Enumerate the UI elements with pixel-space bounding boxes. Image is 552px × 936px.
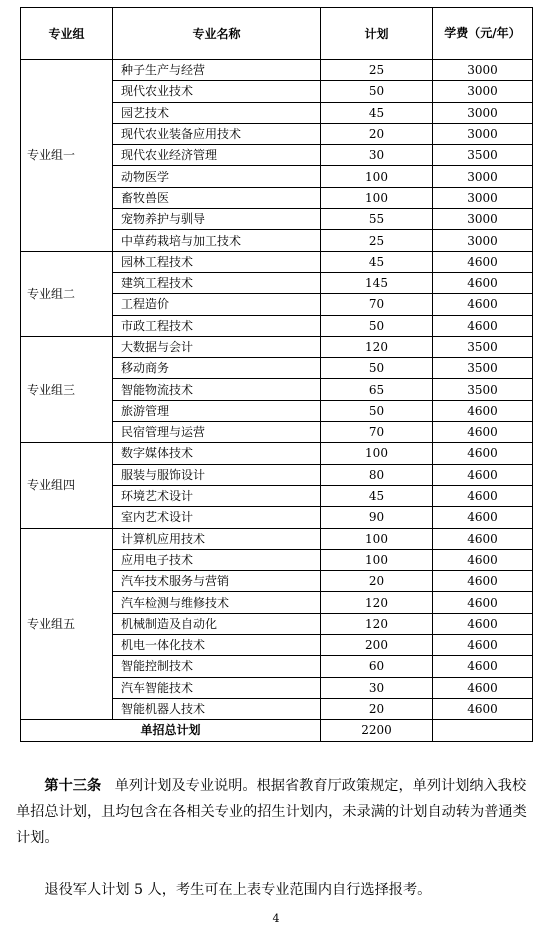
article-number: 第十三条 (44, 778, 102, 794)
tuition-cell: 3500 (433, 336, 533, 357)
table-body (21, 60, 533, 742)
major-name-cell: 室内艺术设计 (113, 507, 321, 528)
major-name-cell: 园林工程技术 (113, 251, 321, 272)
tuition-cell: 3500 (433, 379, 533, 400)
plan-cell: 50 (321, 315, 433, 336)
plan-cell: 60 (321, 656, 433, 677)
tuition-cell: 4600 (433, 272, 533, 293)
total-plan-cell: 2200 (321, 720, 433, 741)
table-row (21, 251, 533, 272)
header-plan: 计划 (321, 8, 433, 60)
group-label-cell: 专业组二 (21, 251, 113, 336)
major-name-cell: 智能物流技术 (113, 379, 321, 400)
plan-cell: 100 (321, 528, 433, 549)
plan-cell: 70 (321, 422, 433, 443)
plan-cell: 45 (321, 251, 433, 272)
table-row (21, 60, 533, 81)
major-name-cell: 机械制造及自动化 (113, 613, 321, 634)
plan-cell: 30 (321, 145, 433, 166)
plan-cell: 100 (321, 166, 433, 187)
major-name-cell: 宠物养护与驯导 (113, 209, 321, 230)
major-name-cell: 市政工程技术 (113, 315, 321, 336)
article-paragraph (16, 773, 540, 851)
plan-cell: 25 (321, 230, 433, 251)
tuition-cell: 4600 (433, 315, 533, 336)
plan-cell: 80 (321, 464, 433, 485)
tuition-cell: 4600 (433, 549, 533, 570)
major-name-cell: 智能机器人技术 (113, 698, 321, 719)
tuition-cell: 4600 (433, 571, 533, 592)
article-spacer (101, 778, 115, 794)
plan-cell: 90 (321, 507, 433, 528)
major-name-cell: 工程造价 (113, 294, 321, 315)
major-name-cell: 汽车智能技术 (113, 677, 321, 698)
major-name-cell: 中草药栽培与加工技术 (113, 230, 321, 251)
tuition-cell: 4600 (433, 635, 533, 656)
major-name-cell: 动物医学 (113, 166, 321, 187)
tuition-cell: 3000 (433, 123, 533, 144)
header-group: 专业组 (21, 8, 113, 60)
major-name-cell: 种子生产与经营 (113, 60, 321, 81)
plan-cell: 55 (321, 209, 433, 230)
table-row (21, 528, 533, 549)
veteran-note: 退役军人计划 5 人，考生可在上表专业范围内自行选择报考。 (44, 882, 432, 898)
total-tuition-cell (433, 720, 533, 741)
major-name-cell: 现代农业经济管理 (113, 145, 321, 166)
group-label-cell: 专业组五 (21, 528, 113, 720)
plan-cell: 65 (321, 379, 433, 400)
tuition-cell: 4600 (433, 251, 533, 272)
major-name-cell: 服装与服饰设计 (113, 464, 321, 485)
major-name-cell: 汽车检测与维修技术 (113, 592, 321, 613)
plan-cell: 200 (321, 635, 433, 656)
tuition-cell: 4600 (433, 677, 533, 698)
tuition-cell: 3500 (433, 358, 533, 379)
header-major-name: 专业名称 (113, 8, 321, 60)
plan-cell: 45 (321, 485, 433, 506)
major-name-cell: 数字媒体技术 (113, 443, 321, 464)
plan-cell: 120 (321, 613, 433, 634)
tuition-cell: 3000 (433, 60, 533, 81)
tuition-cell: 4600 (433, 422, 533, 443)
plan-cell: 30 (321, 677, 433, 698)
tuition-cell: 3000 (433, 166, 533, 187)
group-label-cell: 专业组四 (21, 443, 113, 528)
page-number: 4 (272, 912, 280, 925)
tuition-cell: 3500 (433, 145, 533, 166)
plan-cell: 145 (321, 272, 433, 293)
tuition-cell: 4600 (433, 613, 533, 634)
tuition-cell: 3000 (433, 209, 533, 230)
tuition-cell: 3000 (433, 81, 533, 102)
plan-cell: 120 (321, 592, 433, 613)
plan-cell: 50 (321, 400, 433, 421)
article-text: 单列计划及专业说明。根据省教育厅政策规定，单列计划纳入我校单招总计划，且均包含在各相关专业的招生计划内，未录满的计划自动转为普通类计划。 (16, 778, 527, 846)
tuition-cell: 3000 (433, 230, 533, 251)
total-row (21, 720, 533, 741)
tuition-cell: 4600 (433, 464, 533, 485)
major-name-cell: 环境艺术设计 (113, 485, 321, 506)
major-name-cell: 园艺技术 (113, 102, 321, 123)
plan-cell: 45 (321, 102, 433, 123)
plan-cell: 25 (321, 60, 433, 81)
plan-cell: 100 (321, 549, 433, 570)
major-name-cell: 计算机应用技术 (113, 528, 321, 549)
plan-cell: 20 (321, 698, 433, 719)
tuition-cell: 4600 (433, 698, 533, 719)
tuition-cell: 4600 (433, 507, 533, 528)
tuition-cell: 3000 (433, 102, 533, 123)
major-name-cell: 畜牧兽医 (113, 187, 321, 208)
table-header-row (21, 8, 533, 60)
header-tuition: 学费（元/年） (433, 8, 533, 60)
plan-cell: 50 (321, 358, 433, 379)
major-name-cell: 旅游管理 (113, 400, 321, 421)
tuition-cell: 4600 (433, 443, 533, 464)
plan-cell: 120 (321, 336, 433, 357)
plan-cell: 50 (321, 81, 433, 102)
major-name-cell: 现代农业技术 (113, 81, 321, 102)
tuition-cell: 4600 (433, 400, 533, 421)
table-row (21, 443, 533, 464)
tuition-cell: 3000 (433, 187, 533, 208)
group-label-cell: 专业组一 (21, 60, 113, 252)
plan-cell: 70 (321, 294, 433, 315)
major-name-cell: 汽车技术服务与营销 (113, 571, 321, 592)
plan-cell: 20 (321, 571, 433, 592)
major-name-cell: 机电一体化技术 (113, 635, 321, 656)
major-name-cell: 民宿管理与运营 (113, 422, 321, 443)
tuition-cell: 4600 (433, 485, 533, 506)
tuition-cell: 4600 (433, 592, 533, 613)
major-name-cell: 建筑工程技术 (113, 272, 321, 293)
major-name-cell: 智能控制技术 (113, 656, 321, 677)
tuition-cell: 4600 (433, 294, 533, 315)
tuition-cell: 4600 (433, 528, 533, 549)
enrollment-plan-table (20, 7, 533, 742)
plan-cell: 100 (321, 187, 433, 208)
table-row (21, 336, 533, 357)
major-name-cell: 现代农业装备应用技术 (113, 123, 321, 144)
major-name-cell: 应用电子技术 (113, 549, 321, 570)
group-label-cell: 专业组三 (21, 336, 113, 442)
tuition-cell: 4600 (433, 656, 533, 677)
total-label-cell: 单招总计划 (21, 720, 321, 741)
major-name-cell: 移动商务 (113, 358, 321, 379)
plan-cell: 20 (321, 123, 433, 144)
major-name-cell: 大数据与会计 (113, 336, 321, 357)
plan-cell: 100 (321, 443, 433, 464)
